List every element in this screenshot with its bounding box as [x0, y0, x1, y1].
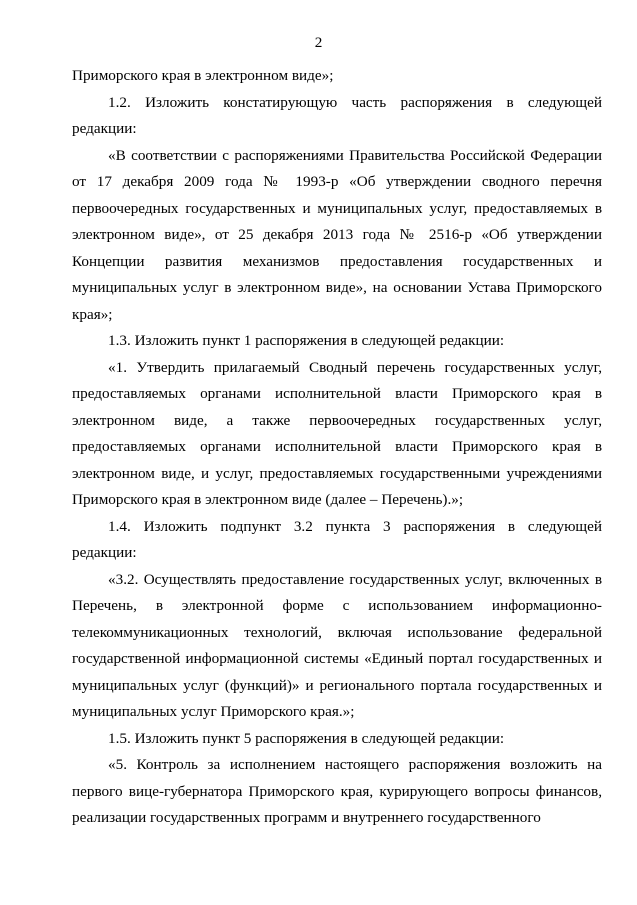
- paragraph-1-4-quote: «3.2. Осуществлять предоставление государственных услуг, включенных в Перечень, в электронной форме с использованием информационно-телекоммуникационных технологий, включая использование федеральной государственной информационной системы «Единый портал государственных и муниципальных услуг (функций)» и регионального портала государственных и муниципальных услуг Приморского края.»;: [72, 570, 602, 720]
- paragraph-1-5-quote: «5. Контроль за исполнением настоящего распоряжения возложить на первого вице-губернатора Приморского края, курирующего вопросы финансов, реализации государственных программ и внутреннего государственного: [72, 756, 602, 826]
- paragraph-1-5: 1.5. Изложить пункт 5 распоряжения в следующей редакции:: [108, 729, 505, 747]
- paragraph-continuation: Приморского края в электронном виде»;: [72, 67, 334, 84]
- paragraph-1-3: 1.3. Изложить пункт 1 распоряжения в следующей редакции:: [108, 332, 505, 349]
- page-number: 2: [314, 34, 323, 51]
- paragraph-1-3-quote: «1. Утвердить прилагаемый Сводный перечень государственных услуг, предоставляемых органами исполнительной власти Приморского края в электронном виде, а также первоочередных государственных услуг, предоставляемых органами исполнительной власти Приморского края в электронном виде, и услуг, предоставляемых государственными учреждениями Приморского края в электронном виде (далее – Перечень).»;: [72, 358, 602, 508]
- paragraph-1-2: 1.2. Изложить констатирующую часть распоряжения в следующей редакции:: [72, 93, 602, 137]
- document-body: [72, 63, 602, 832]
- paragraph-1-4: 1.4. Изложить подпункт 3.2 пункта 3 распоряжения в следующей редакции:: [72, 517, 602, 561]
- paragraph-1-2-quote: «В соответствии с распоряжениями Правительства Российской Федерации от 17 декабря 2009 года № 1993-р «Об утверждении сводного перечня первоочередных государственных и муниципальных услуг, предоставляемых в электронном виде», от 25 декабря 2013 года № 2516-р «Об утверждении Концепции развития механизмов предоставления государственных и муниципальных услуг в электронном виде», на основании Устава Приморского края»;: [72, 146, 602, 323]
